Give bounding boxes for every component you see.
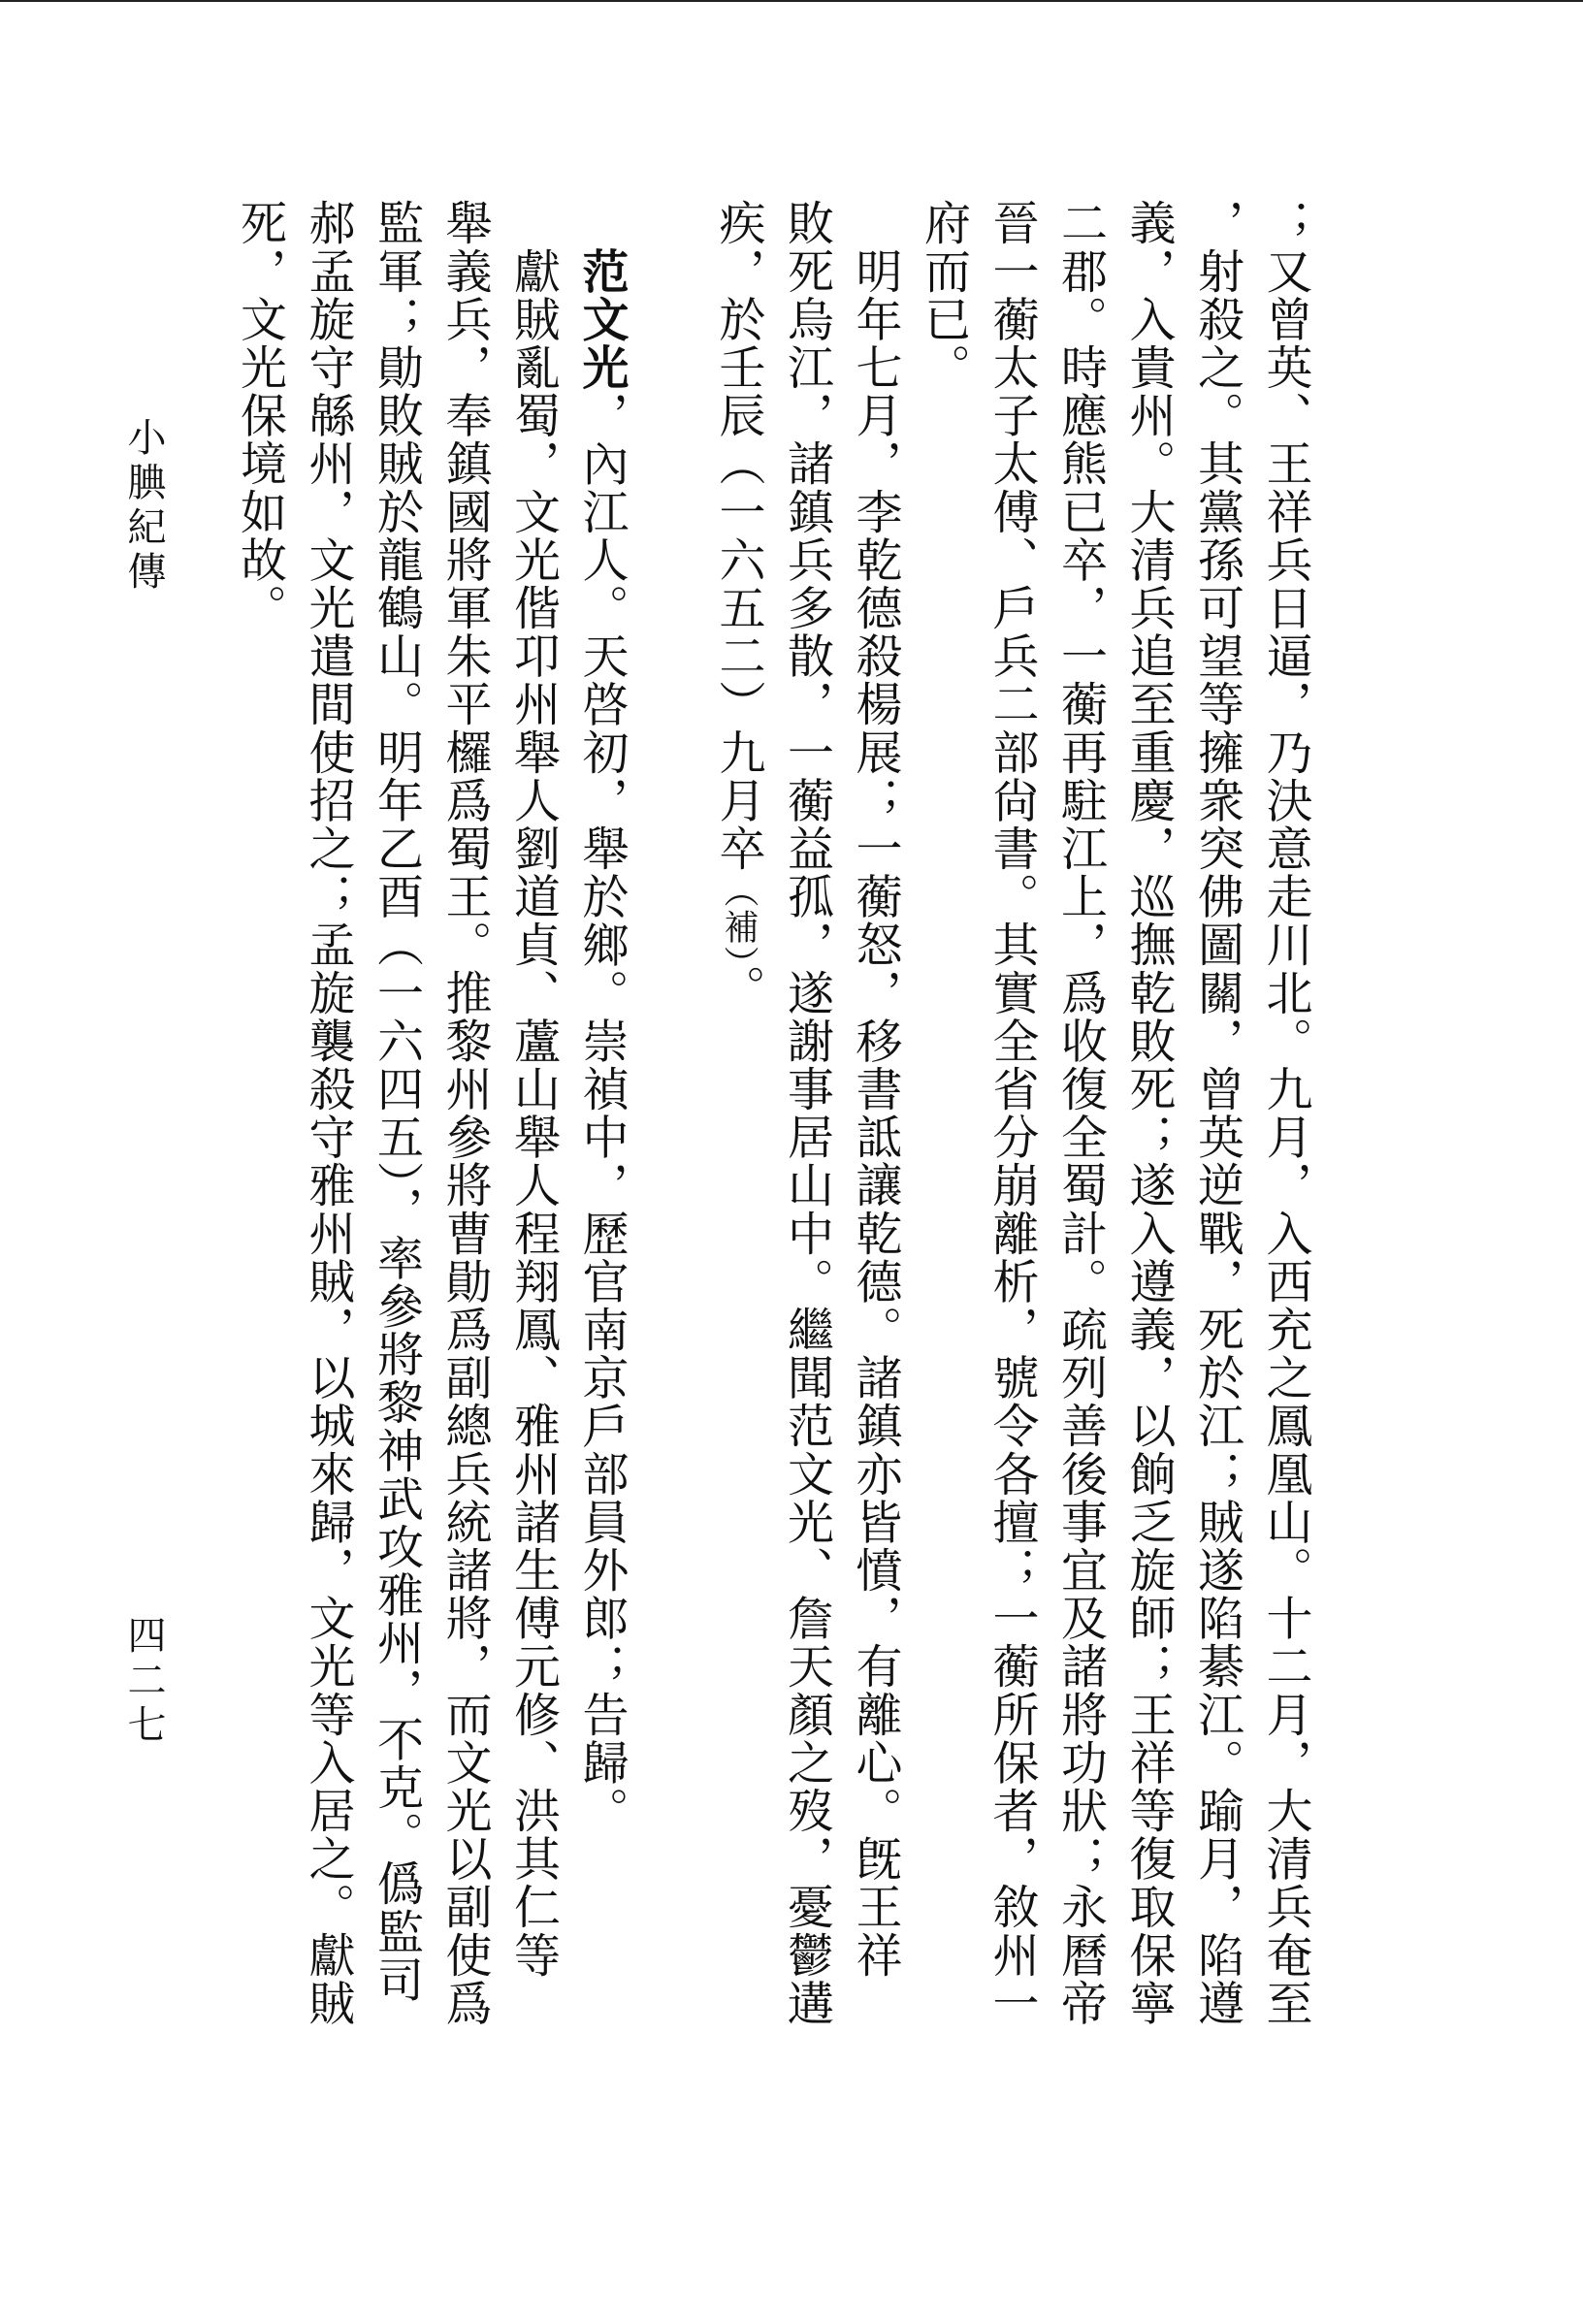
page-number: 四二七 [121, 1615, 166, 1749]
text-line: 明年七月，李乾德殺楊展；一蘅怒，移書詆讓乾德。諸鎮亦皆憤，有離心。旣王祥 [848, 199, 902, 1980]
biography-heading-line [567, 199, 636, 2197]
biography-name: 范文光 [574, 246, 629, 392]
text-line: 二郡。時應熊已卒，一蘅再駐江上，爲收復全蜀計。疏列善後事宜及諸將功狀；永曆帝 [1052, 199, 1108, 2027]
running-header: 小腆紀傳 [121, 417, 166, 596]
text-line [704, 199, 773, 2197]
text-line: ，射殺之。其黨孫可望等擁衆突佛圖關，曾英逆戰，死於江；賊遂陷綦江。踰月，陷遵 [1189, 199, 1244, 2027]
text-line: 敗死烏江，諸鎮兵多散，一蘅益孤，遂謝事居山中。繼聞范文光、詹天顏之歿，憂鬱遘 [779, 199, 834, 2027]
text-line: 舉義兵，奉鎮國將軍朱平欏爲蜀王。推黎州參將曹勛爲副總兵統諸將，而文光以副使爲 [437, 199, 492, 2027]
text-line: ；又曾英、王祥兵日逼，乃決意走川北。九月，入西充之鳳凰山。十二月，大清兵奄至 [1258, 199, 1312, 2027]
text-segment: 疾，於壬辰（一六五二）九月卒 [711, 199, 765, 873]
text-line: 獻賊亂蜀，文光偕卭州舉人劉道貞、蘆山舉人程翔鳳、雅州諸生傅元修、洪其仁等 [505, 199, 561, 1980]
text-line: 晉一蘅太子太傅、戶兵二部尙書。其實全省分崩離析，號令各擅；一蘅所保者，敘州一 [985, 199, 1039, 2027]
indent [574, 199, 629, 247]
supplement-note: （補） [719, 872, 759, 965]
section-gap [635, 199, 704, 2197]
text-line: 死，文光保境如故。 [232, 199, 287, 632]
text-line: 義，入貴州。大清兵追至重慶，巡撫乾敗死；遂入遵義，以餉乏旋師；王祥等復取保寧 [1121, 199, 1176, 2027]
text-segment: 。 [711, 964, 765, 1013]
top-rule [0, 0, 1583, 2]
text-line: 監軍；勛敗賊於龍鶴山。明年乙酉（一六四五），率參將黎神武攻雅州，不克。僞監司 [369, 199, 424, 2004]
text-line: 府而已。 [916, 199, 971, 392]
text-segment: ，內江人。天啓初，舉於鄉。崇禎中，歷官南京戶部員外郎；告歸。 [574, 391, 629, 1835]
main-text-block [204, 199, 1319, 2197]
text-line: 郝孟旋守緜州，文光遣間使招之；孟旋襲殺守雅州賊，以城來歸，文光等入居之。獻賊 [301, 199, 355, 2027]
